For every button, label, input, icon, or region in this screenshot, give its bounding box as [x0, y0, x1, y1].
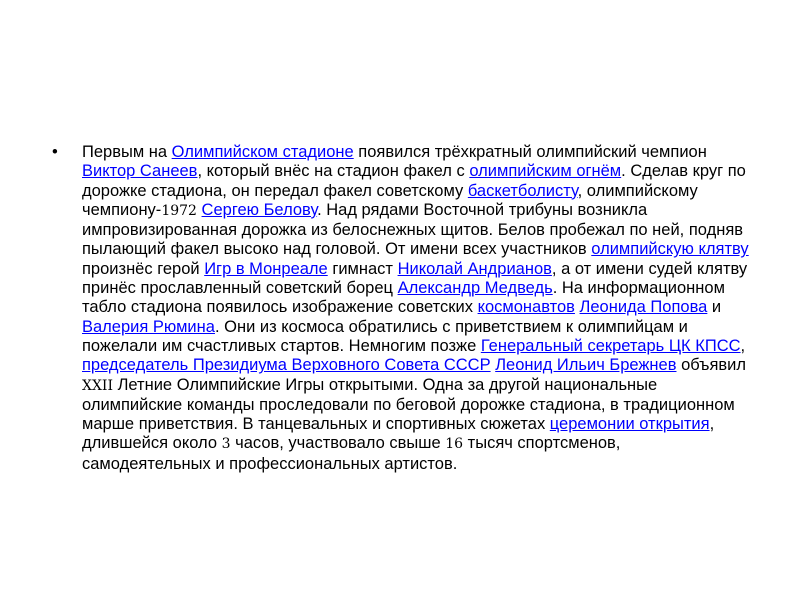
text-run: . Они из космоса обратились с приветствием к олимпийцам и пожелали им счастливых стартов. Немногим позже: [82, 317, 688, 355]
text-run: . Сделав круг по дорожке стадиона, он передал факел советскому: [82, 162, 746, 200]
text-run: 3: [221, 436, 231, 453]
hyperlink[interactable]: Генеральный секретарь ЦК КПСС: [480, 336, 741, 355]
hyperlink[interactable]: председатель Президиума Верховного Совета СССР: [82, 356, 491, 375]
bullet-marker: •: [52, 143, 58, 161]
hyperlink[interactable]: Олимпийском стадионе: [171, 143, 354, 161]
text-run: объявил: [676, 356, 747, 375]
hyperlink[interactable]: космонавтов: [477, 298, 575, 317]
text-run: . Над рядами Восточной трибуны возникла импровизированная дорожка из белоснежных щитов. Белов пробежал по ней, подняв пылающий факел высоко над головой. От имени всех участников: [82, 200, 744, 259]
text-run: , длившейся около: [82, 415, 715, 453]
hyperlink[interactable]: баскетболисту: [467, 181, 578, 200]
bullet-item: [52, 143, 752, 474]
text-run: появился трёхкратный олимпийский чемпион: [353, 143, 707, 161]
hyperlink[interactable]: церемонии открытия: [549, 415, 710, 434]
hyperlink[interactable]: олимпийскую клятву: [591, 240, 749, 259]
text-run: 1972: [161, 202, 197, 219]
text-run: , а от имени судей клятву принёс прославленный советский борец: [82, 259, 748, 298]
text-run: Летние Олимпийские Игры открытыми. Одна за другой национальные олимпийские команды проследовали по беговой дорожке стадиона, в традиционном марше приветствия. В танцевальных и спортивных сюжетах: [82, 375, 735, 434]
hyperlink[interactable]: Сергею Белову: [201, 200, 318, 219]
text-run: тысяч спортсменов, самодеятельных и профессиональных артистов.: [82, 434, 621, 473]
hyperlink[interactable]: Валерия Рюмина: [82, 317, 215, 336]
paragraph-text: [82, 143, 749, 473]
text-run: произнёс герой: [82, 259, 205, 278]
text-run: гимнаст: [327, 259, 398, 278]
text-run: ,: [740, 336, 746, 355]
text-run: XXII: [82, 377, 113, 394]
text-run: часов, участвовало свыше: [230, 434, 446, 453]
hyperlink[interactable]: Игр в Монреале: [204, 259, 328, 278]
hyperlink[interactable]: Леонида Попова: [579, 298, 708, 317]
hyperlink[interactable]: Виктор Санеев: [82, 162, 198, 181]
text-run: , который внёс на стадион факел с: [197, 162, 470, 181]
text-run: 16: [445, 436, 464, 453]
text-run: , олимпийскому чемпиону-: [82, 181, 698, 219]
hyperlink[interactable]: Александр Медведь: [397, 279, 553, 298]
hyperlink[interactable]: Николай Андрианов: [397, 259, 552, 278]
text-run: Первым на: [82, 143, 172, 161]
hyperlink[interactable]: олимпийским огнём: [469, 162, 622, 181]
text-run: и: [707, 298, 722, 317]
text-run: . На информационном табло стадиона появилось изображение советских: [82, 279, 725, 317]
hyperlink[interactable]: Леонид Ильич Брежнев: [495, 356, 677, 375]
bullet-list: [52, 143, 752, 474]
